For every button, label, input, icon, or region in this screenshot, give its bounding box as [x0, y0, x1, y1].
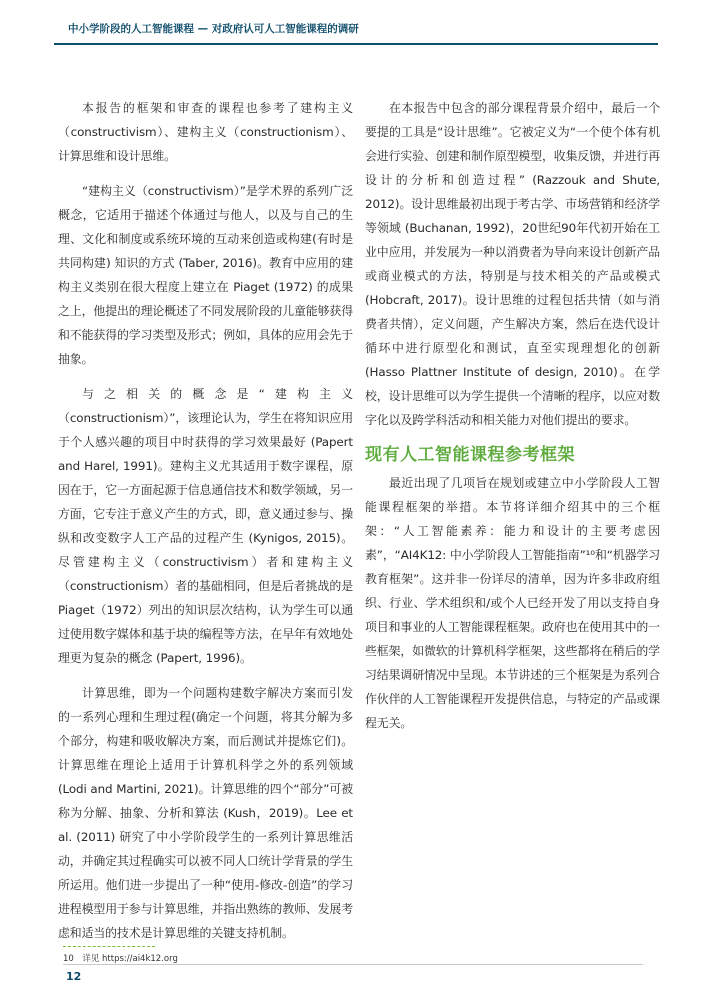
paragraph-design-thinking: 在本报告中包含的部分课程背景介绍中，最后一个要提的工具是“设计思维”。它被定义为“一个使个体有机会进行实验、创建和制作原型模型，收集反馈，并进行再设计的分析和创造过程” (Razzouk and Shute, 2012)。设计思维最初出现于考古学、市场营销和经济学等领域 (Buchanan, 1992)，20世纪90年代初开始在工业中应用，并发展为一种以消费者为导向来设计创新产品或商业模式的方法，特别是与技术相关的产品或模式 (Hobcraft, 2017)。设计思维的过程包括共情（如与消费者共情），定义问题，产生解决方案，然后在迭代设计循环中进行原型化和测试，直至实现理想化的创新 (Hasso Plattner Institute of design, 2010)。在学校，设计思维可以为学生提供一个清晰的程序，以应对数字化以及跨学科活动和相关能力对他们提出的要求。 — [365, 101, 660, 427]
section-title: 现有人工智能课程参考框架 — [365, 445, 575, 465]
paragraph-reference-frameworks: 最近出现了几项旨在规划或建立中小学阶段人工智能课程框架的举措。本节将详细介绍其中的三个框架：“人工智能素养：能力和设计的主要考虑因素”，“AI4K12: 中小学阶段人工智能指南”¹⁰和“机器学习教育框架”。这并非一份详尽的清单，因为许多非政府组织、行业、学术组织和/或个人已经开发了用以支持自身项目和事业的人工智能课程框架。政府也在使用其中的一些框架，如微软的计算机科学框架，这些都将在稍后的学习结果调研情况中呈现。本节讲述的三个框架是为系列合作伙伴的人工智能课程开发提供信息，与特定的产品或课程无关。 — [365, 476, 660, 730]
left-column — [58, 96, 353, 956]
right-column — [365, 96, 660, 746]
paragraph-constructivism: “建构主义（constructivism）”是学术界的系列广泛概念，它适用于描述个体通过与他人，以及与自己的生理、文化和制度或系统环境的互动来创造或构建(有时是共同构建) 知识的方式 (Taber, 2016)。教育中应用的建构主义类别在很大程度上建立在 Piaget (1972) 的成果之上，他提出的理论概述了不同发展阶段的儿童能够获得和不能获得的学习类型及形式；例如，具体的应用会先于抽象。 — [58, 184, 353, 366]
paragraph-framework-intro: 本报告的框架和审查的课程也参考了建构主义（constructivism）、建构主义（constructionism）、计算思维和设计思维。 — [58, 101, 353, 163]
footnote-link: 10 详见 https://ai4k12.org — [63, 954, 178, 964]
paragraph-constructionism: 与之相关的概念是“建构主义（constructionism）”，该理论认为，学生在将知识应用于个人感兴趣的项目中时获得的学习效果最好 (Papert and Harel, 1991)。建构主义尤其适用于数字课程，原因在于，它一方面起源于信息通信技术和数学领域，另一方面，它专注于意义产生的方式，即，意义通过参与、操纵和改变数字人工产品的过程产生 (Kynigos, 2015)。尽管建构主义（constructivism）者和建构主义（constructionism）者的基础相同，但是后者挑战的是 Piaget（1972）列出的知识层次结构，认为学生可以通过使用数字媒体和基于块的编程等方法，在早年有效地处理更为复杂的概念 (Papert, 1996)。 — [58, 387, 353, 665]
header-divider — [54, 43, 658, 45]
footer-divider — [63, 964, 643, 965]
running-header: 中小学阶段的人工智能课程 — 对政府认可人工智能课程的调研 — [68, 23, 359, 35]
paragraph-computational-thinking: 计算思维，即为一个问题构建数字解决方案而引发的一系列心理和生理过程(确定一个问题，将其分解为多个部分，构建和吸收解决方案，而后测试并提炼它们)。计算思维在理论上适用于计算机科学之外的系列领域(Lodi and Martini, 2021)。计算思维的四个“部分”可被称为分解、抽象、分析和算法 (Kush，2019)。Lee et al. (2011) 研究了中小学阶段学生的一系列计算思维活动，并确定其过程确实可以被不同人口统计学背景的学生所运用。他们进一步提出了一种“使用-修改-创造”的学习进程模型用于参与计算思维，并指出熟练的教师、发展考虑和适当的技术是计算思维的关键支持机制。 — [58, 686, 353, 940]
footnote-divider — [63, 946, 155, 947]
page-number: 12 — [66, 970, 82, 983]
